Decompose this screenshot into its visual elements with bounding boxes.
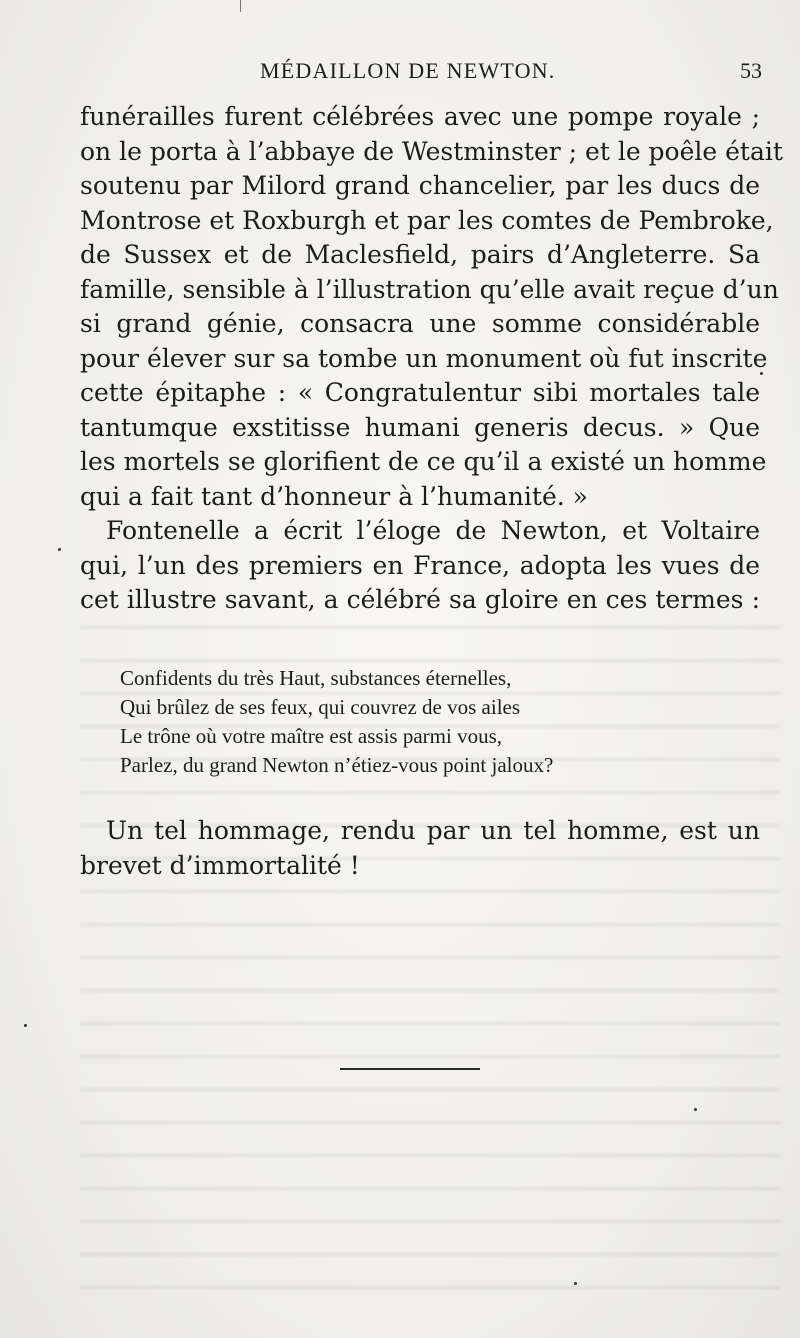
text-line: Un tel hommage, rendu par un tel homme, est un xyxy=(106,816,760,845)
text-line: qui a fait tant d’honneur à l’humanité. » xyxy=(80,481,588,511)
verse-line: Parlez, du grand Newton n’étiez-vous point jaloux? xyxy=(120,753,554,777)
closing-paragraph xyxy=(80,814,760,883)
verse-line: Confidents du très Haut, substances éternelles, xyxy=(120,666,512,690)
paper-speck xyxy=(58,548,61,551)
text-line: Fontenelle a écrit l’éloge de Newton, et Voltaire xyxy=(106,516,760,545)
margin-mark xyxy=(240,0,241,12)
text-line: famille, sensible à l’illustration qu’elle avait reçue d’un xyxy=(80,274,779,304)
section-rule xyxy=(340,1068,480,1070)
paper-speck xyxy=(694,1108,697,1111)
verse-quotation xyxy=(120,664,760,780)
text-line: qui, l’un des premiers en France, adopta les vues de xyxy=(80,550,760,580)
body-text xyxy=(80,100,783,618)
running-head xyxy=(80,58,764,92)
verse-line: Le trône où votre maître est assis parmi vous, xyxy=(120,724,502,748)
paper-speck xyxy=(760,372,763,375)
text-line: Montrose et Roxburgh et par les comtes de Pembroke, xyxy=(80,205,774,235)
paper-speck xyxy=(24,1024,27,1027)
paper-speck xyxy=(574,1282,577,1285)
text-line: brevet d’immortalité ! xyxy=(80,850,360,880)
text-line: on le porta à l’abbaye de Westminster ; et le poêle était xyxy=(80,136,783,166)
text-line: cette épitaphe : « Congratulentur sibi mortales tale xyxy=(80,378,760,407)
text-line: funérailles furent célébrées avec une pompe royale ; xyxy=(80,102,760,131)
running-title: MÉDAILLON DE NEWTON. xyxy=(260,58,556,83)
text-line: de Sussex et de Maclesfield, pairs d’Angleterre. Sa xyxy=(80,240,760,269)
text-line: les mortels se glorifient de ce qu’il a existé un homme xyxy=(80,447,767,476)
text-line: si grand génie, consacra une somme considérable xyxy=(80,309,760,338)
text-line: pour élever sur sa tombe un monument où fut inscrite xyxy=(80,343,768,373)
verse-line: Qui brûlez de ses feux, qui couvrez de vos ailes xyxy=(120,695,521,719)
text-line: tantumque exstitisse humani generis decus. » Que xyxy=(80,412,760,442)
text-line: soutenu par Milord grand chancelier, par les ducs de xyxy=(80,171,760,200)
page-number: 53 xyxy=(740,58,762,83)
text-line: cet illustre savant, a célébré sa gloire en ces termes : xyxy=(80,585,760,614)
